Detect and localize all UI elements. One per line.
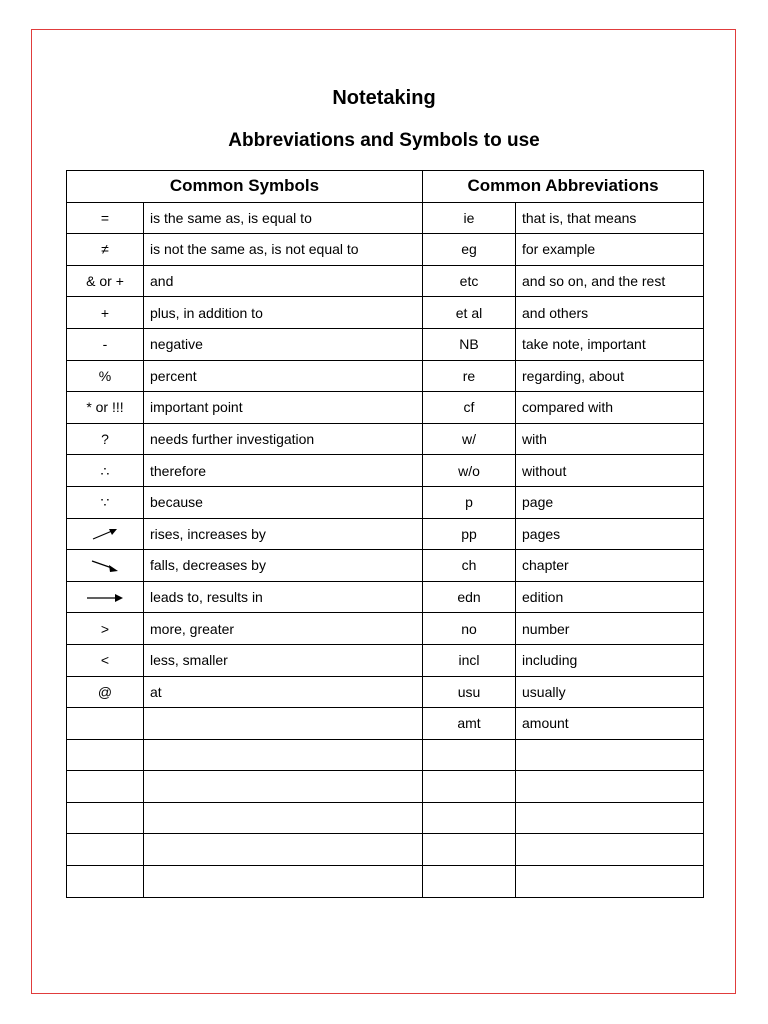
arrow-up-right-icon <box>90 525 120 541</box>
abbreviation-cell: incl <box>423 644 516 676</box>
symbol-meaning-cell: is the same as, is equal to <box>144 202 423 234</box>
symbol-meaning-cell: less, smaller <box>144 644 423 676</box>
symbol-meaning-cell: negative <box>144 328 423 360</box>
table-row <box>67 297 704 329</box>
symbol-meaning-cell: important point <box>144 392 423 424</box>
symbol-meaning-cell: rises, increases by <box>144 518 423 550</box>
symbol-cell <box>67 550 144 582</box>
symbol-cell: + <box>67 297 144 329</box>
abbreviation-meaning-cell: chapter <box>516 550 704 582</box>
table-row <box>67 676 704 708</box>
symbol-meaning-cell: at <box>144 676 423 708</box>
symbol-cell <box>67 771 144 803</box>
table-row <box>67 708 704 740</box>
abbreviation-cell: amt <box>423 708 516 740</box>
table-row <box>67 644 704 676</box>
abbreviation-meaning-cell: including <box>516 644 704 676</box>
symbol-cell: % <box>67 360 144 392</box>
arrow-down-right-icon <box>90 557 120 573</box>
abbreviation-meaning-cell: compared with <box>516 392 704 424</box>
abbreviation-meaning-cell: that is, that means <box>516 202 704 234</box>
symbol-meaning-cell <box>144 771 423 803</box>
table-row <box>67 234 704 266</box>
symbol-meaning-cell: percent <box>144 360 423 392</box>
abbreviation-cell <box>423 802 516 834</box>
abbreviation-cell: eg <box>423 234 516 266</box>
table-row <box>67 550 704 582</box>
abbreviation-meaning-cell: amount <box>516 708 704 740</box>
abbreviation-cell <box>423 866 516 898</box>
symbol-cell: > <box>67 613 144 645</box>
table-row <box>67 739 704 771</box>
arrow-right-icon <box>86 589 124 605</box>
abbreviation-cell <box>423 834 516 866</box>
abbreviation-meaning-cell: for example <box>516 234 704 266</box>
symbol-meaning-cell: falls, decreases by <box>144 550 423 582</box>
abbreviation-meaning-cell <box>516 771 704 803</box>
abbreviation-cell: re <box>423 360 516 392</box>
table-row <box>67 771 704 803</box>
table-row <box>67 518 704 550</box>
symbol-cell: < <box>67 644 144 676</box>
symbol-cell: ? <box>67 423 144 455</box>
abbreviation-cell: ch <box>423 550 516 582</box>
symbol-meaning-cell: plus, in addition to <box>144 297 423 329</box>
symbol-cell <box>67 802 144 834</box>
abbreviation-cell: edn <box>423 581 516 613</box>
table-row <box>67 455 704 487</box>
symbol-cell: ∵ <box>67 486 144 518</box>
table-row <box>67 834 704 866</box>
symbol-meaning-cell: is not the same as, is not equal to <box>144 234 423 266</box>
abbreviation-meaning-cell: take note, important <box>516 328 704 360</box>
abbreviation-meaning-cell <box>516 739 704 771</box>
table-row <box>67 202 704 234</box>
table-row <box>67 392 704 424</box>
symbol-meaning-cell: therefore <box>144 455 423 487</box>
symbol-cell: @ <box>67 676 144 708</box>
abbreviation-cell <box>423 739 516 771</box>
symbol-cell <box>67 581 144 613</box>
symbol-cell <box>67 518 144 550</box>
abbreviation-meaning-cell: regarding, about <box>516 360 704 392</box>
symbol-cell: ∴ <box>67 455 144 487</box>
symbol-cell: = <box>67 202 144 234</box>
table-row <box>67 360 704 392</box>
symbol-meaning-cell: more, greater <box>144 613 423 645</box>
abbreviation-cell <box>423 771 516 803</box>
table-row <box>67 486 704 518</box>
abbreviation-cell: NB <box>423 328 516 360</box>
table-row <box>67 613 704 645</box>
abbreviation-cell: no <box>423 613 516 645</box>
symbol-meaning-cell <box>144 739 423 771</box>
symbol-meaning-cell <box>144 708 423 740</box>
symbol-cell: & or + <box>67 265 144 297</box>
symbol-cell <box>67 866 144 898</box>
abbreviation-meaning-cell: with <box>516 423 704 455</box>
symbol-meaning-cell: leads to, results in <box>144 581 423 613</box>
common-symbols-header: Common Symbols <box>67 171 423 203</box>
abbreviation-cell: cf <box>423 392 516 424</box>
abbreviation-meaning-cell: and so on, and the rest <box>516 265 704 297</box>
abbreviation-meaning-cell: pages <box>516 518 704 550</box>
table-row <box>67 581 704 613</box>
abbreviation-meaning-cell <box>516 834 704 866</box>
abbreviation-meaning-cell: without <box>516 455 704 487</box>
notetaking-table <box>66 170 704 898</box>
abbreviation-meaning-cell: number <box>516 613 704 645</box>
page-title: Notetaking <box>332 87 436 109</box>
abbreviation-cell: p <box>423 486 516 518</box>
symbol-cell <box>67 834 144 866</box>
abbreviation-meaning-cell <box>516 866 704 898</box>
symbol-meaning-cell <box>144 866 423 898</box>
symbol-cell <box>67 708 144 740</box>
abbreviation-cell: et al <box>423 297 516 329</box>
symbol-cell: - <box>67 328 144 360</box>
abbreviation-meaning-cell: usually <box>516 676 704 708</box>
table-row <box>67 265 704 297</box>
abbreviation-cell: etc <box>423 265 516 297</box>
abbreviation-cell: usu <box>423 676 516 708</box>
symbol-meaning-cell: needs further investigation <box>144 423 423 455</box>
abbreviation-cell: pp <box>423 518 516 550</box>
table-row <box>67 328 704 360</box>
table-row <box>67 866 704 898</box>
symbol-meaning-cell: because <box>144 486 423 518</box>
common-abbreviations-header: Common Abbreviations <box>423 171 704 203</box>
abbreviation-meaning-cell: page <box>516 486 704 518</box>
table-body <box>67 202 704 897</box>
symbol-meaning-cell: and <box>144 265 423 297</box>
table-row <box>67 802 704 834</box>
abbreviation-cell: w/ <box>423 423 516 455</box>
abbreviation-meaning-cell: and others <box>516 297 704 329</box>
abbreviation-cell: ie <box>423 202 516 234</box>
abbreviation-cell: w/o <box>423 455 516 487</box>
symbol-meaning-cell <box>144 802 423 834</box>
abbreviation-meaning-cell: edition <box>516 581 704 613</box>
abbreviation-meaning-cell <box>516 802 704 834</box>
symbol-cell: * or !!! <box>67 392 144 424</box>
page-subtitle: Abbreviations and Symbols to use <box>228 130 540 151</box>
symbol-cell <box>67 739 144 771</box>
symbol-cell: ≠ <box>67 234 144 266</box>
symbol-meaning-cell <box>144 834 423 866</box>
table-row <box>67 423 704 455</box>
table-header-row <box>67 171 704 203</box>
